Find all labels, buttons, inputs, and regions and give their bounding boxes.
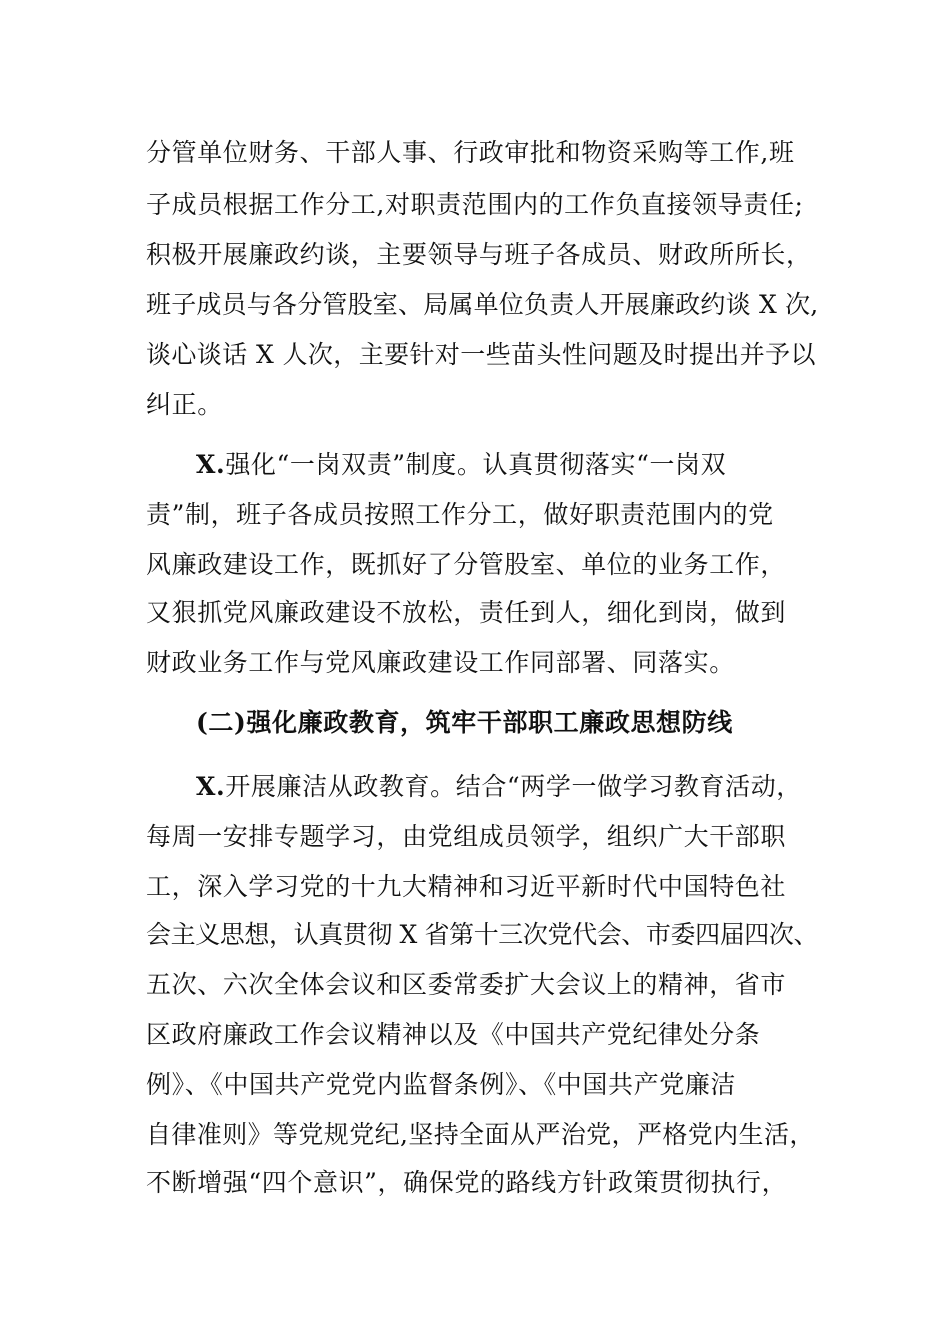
paragraph2-line-5: 财政业务工作与党风廉政建设工作同部署、同落实。 <box>146 648 735 677</box>
paragraph3-line-6: 区政府廉政工作会议精神以及《中国共产党纪律处分条 <box>146 1020 761 1049</box>
paragraph3-first-line <box>196 772 802 802</box>
paragraph3-line-5: 五次、六次全体会议和区委常委扩大会议上的精神，省市 <box>146 970 787 999</box>
paragraph2-first-line <box>196 450 726 480</box>
section-heading-2: (二)强化廉政教育，筑牢干部职工廉政思想防线 <box>196 708 733 737</box>
paragraph3-line-3: 工，深入学习党的十九大精神和习近平新时代中国特色社 <box>146 872 787 901</box>
paragraph3-line-7: 例》、《中国共产党党内监督条例》、《中国共产党廉洁 <box>146 1070 737 1099</box>
paragraph1-line-2: 子成员根据工作分工,对职责范围内的工作负直接领导责任; <box>146 190 804 219</box>
paragraph1-line-1: 分管单位财务、干部人事、行政审批和物资采购等工作,班 <box>146 138 795 167</box>
paragraph3-line-8: 自律准则》等党规党纪,坚持全面从严治党，严格党内生活， <box>146 1120 815 1149</box>
paragraph3-line-9: 不断增强“四个意识”，确保党的路线方针政策贯彻执行， <box>146 1168 788 1197</box>
paragraph1-line-5: 谈心谈话 X 人次，主要针对一些苗头性问题及时提出并予以 <box>146 340 816 369</box>
paragraph3-line-2: 每周一安排专题学习，由党组成员领学，组织广大干部职 <box>146 822 787 851</box>
paragraph1-line-4: 班子成员与各分管股室、局属单位负责人开展廉政约谈 X 次, <box>146 290 819 319</box>
paragraph2-line-3: 风廉政建设工作，既抓好了分管股室、单位的业务工作， <box>146 550 787 579</box>
paragraph2-first-line-text: 强化“一岗双责”制度。认真贯彻落实“一岗双 <box>225 450 727 479</box>
paragraph3-number: X. <box>196 772 226 801</box>
paragraph3-line-4: 会主义思想，认真贯彻 X 省第十三次党代会、市委四届四次、 <box>146 920 819 949</box>
paragraph2-line-2: 责”制，班子各成员按照工作分工，做好职责范围内的党 <box>146 500 774 529</box>
paragraph2-number: X. <box>196 450 226 479</box>
paragraph2-line-4: 又狠抓党风廉政建设不放松，责任到人，细化到岗，做到 <box>146 598 787 627</box>
paragraph1-line-6: 纠正。 <box>146 390 223 419</box>
paragraph1-line-3: 积极开展廉政约谈，主要领导与班子各成员、财政所所长， <box>146 240 812 269</box>
paragraph3-first-line-text: 开展廉洁从政教育。结合“两学一做学习教育活动， <box>225 772 802 801</box>
